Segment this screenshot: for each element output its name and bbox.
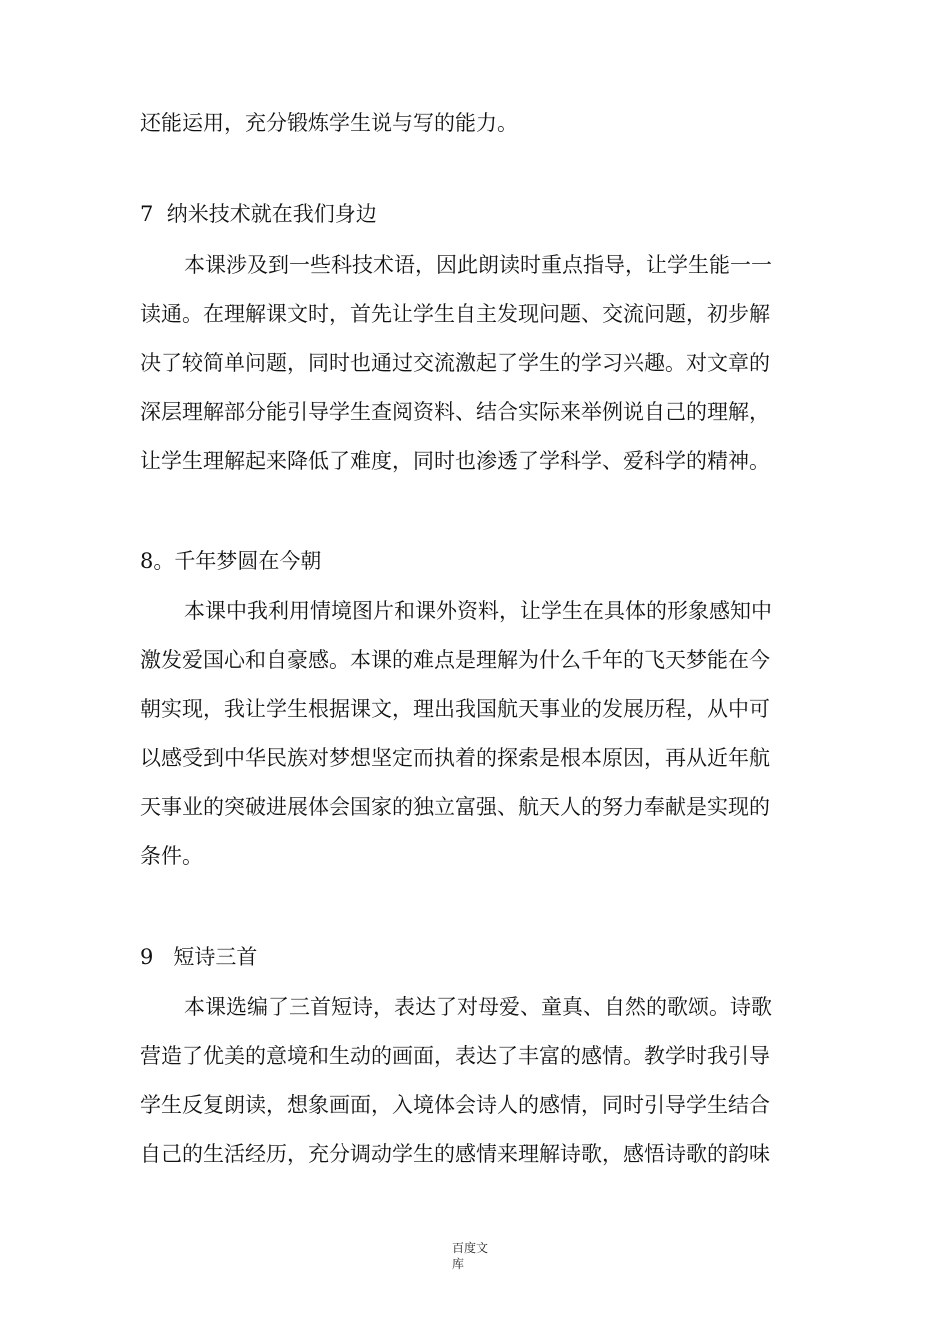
paragraph-line: 深层理解部分能引导学生查阅资料、结合实际来举例说自己的理解， [140,400,770,424]
intro-line: 还能运用，充分锻炼学生说与写的能力。 [140,111,518,135]
paragraph-line: 本课选编了三首短诗，表达了对母爱、童真、自然的歌颂。诗歌 [184,995,772,1019]
section-heading-7: 7 纳米技术就在我们身边 [140,202,377,226]
paragraph-line: 读通。在理解课文时，首先让学生自主发现问题、交流问题，初步解 [140,302,770,326]
paragraph-line: 自己的生活经历，充分调动学生的感情来理解诗歌，感悟诗歌的韵味 [140,1142,770,1166]
paragraph-line: 条件。 [140,844,203,868]
paragraph-line: 以感受到中华民族对梦想坚定而执着的探索是根本原因，再从近年航 [140,746,770,770]
paragraph-line: 学生反复朗读，想象画面，入境体会诗人的感情，同时引导学生结合 [140,1093,770,1117]
section-heading-9: 9 短诗三首 [140,945,258,969]
paragraph-line: 让学生理解起来降低了难度，同时也渗透了学科学、爱科学的精神。 [140,449,770,473]
page-footer [452,1240,512,1272]
section-heading-8: 8。千年梦圆在今朝 [140,549,322,573]
footer-line-1: 百度文 [452,1241,489,1255]
paragraph-line: 决了较简单问题，同时也通过交流激起了学生的学习兴趣。对文章的 [140,351,770,375]
paragraph-line: 本课中我利用情境图片和课外资料，让学生在具体的形象感知中 [184,599,772,623]
paragraph-line: 营造了优美的意境和生动的画面，表达了丰富的感情。教学时我引导 [140,1044,770,1068]
footer-line-2: 库 [452,1257,465,1271]
paragraph-line: 朝实现，我让学生根据课文，理出我国航天事业的发展历程，从中可 [140,697,770,721]
paragraph-line: 本课涉及到一些科技术语，因此朗读时重点指导，让学生能一一 [184,253,772,277]
paragraph-line: 激发爱国心和自豪感。本课的难点是理解为什么千年的飞天梦能在今 [140,648,770,672]
paragraph-line: 天事业的突破进展体会国家的独立富强、航天人的努力奉献是实现的 [140,795,770,819]
